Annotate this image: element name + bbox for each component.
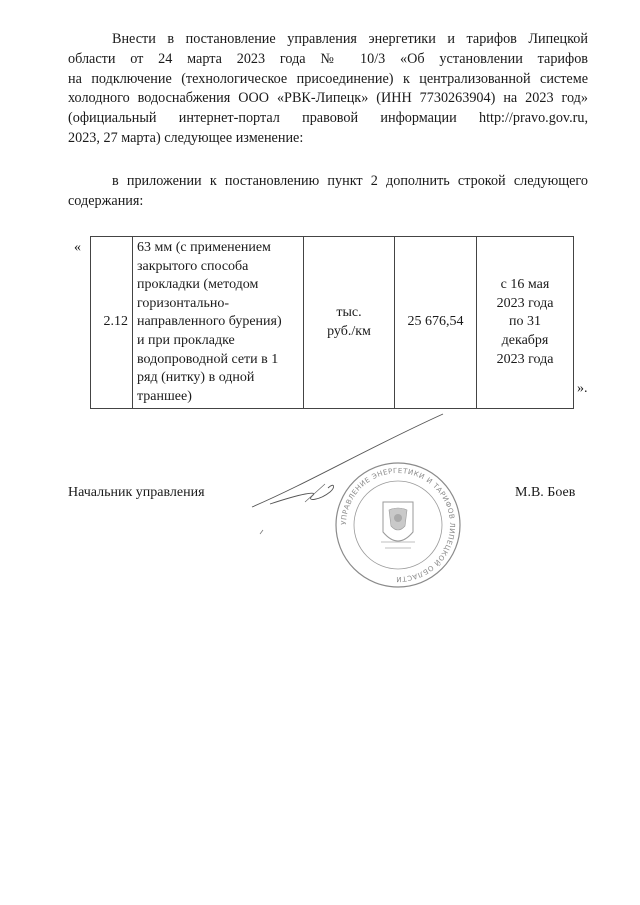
period-line: 2023 года [496, 295, 554, 311]
description-line: 63 мм (с применением [137, 240, 271, 255]
description-line: закрытого способа [137, 258, 249, 274]
intro-line: (официальный интернет-портал правовой информации http://pravo.gov.ru, [68, 110, 588, 127]
row-period-cell [477, 237, 574, 409]
description-line: водопроводной сети в 1 [137, 351, 279, 367]
description-line: направленного бурения) [137, 314, 282, 330]
seal-outer-text: УПРАВЛЕНИЕ ЭНЕРГЕТИКИ И ТАРИФОВ ЛИПЕЦКОЙ ОБЛАСТИ [339, 466, 457, 584]
row-unit-cell [304, 237, 395, 409]
row-description-cell [133, 237, 304, 409]
row-value-cell: 25 676,54 [395, 237, 477, 409]
period-line: 2023 года [496, 351, 554, 367]
intro-line: области от 24 марта 2023 года № 10/3 «Об установлении тарифов [68, 50, 588, 67]
signer-position: Начальник управления [68, 485, 205, 500]
intro-line: на подключение (технологическое присоединение) к централизованной системе [68, 70, 588, 87]
opening-quote: « [74, 240, 81, 255]
description-line: траншее) [137, 388, 192, 404]
tariff-table [90, 236, 574, 409]
table-row [91, 237, 574, 409]
period-line: по 31 [509, 314, 541, 330]
description-line: и при прокладке [137, 332, 235, 348]
description-line: горизонтально- [137, 295, 229, 311]
official-seal [333, 460, 463, 590]
amendment-line: содержания: [68, 192, 144, 209]
intro-line: Внести в постановление управления энергетики и тарифов Липецкой [112, 31, 588, 47]
closing-quote: ». [577, 381, 588, 396]
intro-line: 2023, 27 марта) следующее изменение: [68, 129, 304, 146]
amendment-paragraph [68, 172, 588, 212]
intro-paragraph [68, 30, 588, 149]
intro-line: холодного водоснабжения ООО «РВК-Липецк» (ИНН 7730263904) на 2023 год» [68, 90, 588, 107]
unit-line: руб./км [327, 323, 371, 339]
signer-name: М.В. Боев [515, 485, 576, 500]
description-line: ряд (нитку) в одной [137, 370, 255, 386]
period-line: декабря [501, 332, 549, 348]
unit-line: тыс. [336, 305, 362, 321]
row-number-cell: 2.12 [91, 237, 133, 409]
amendment-line: в приложении к постановлению пункт 2 дополнить строкой следующего [112, 173, 588, 189]
description-line: прокладки (методом [137, 277, 259, 293]
period-line: с 16 мая [500, 277, 550, 293]
